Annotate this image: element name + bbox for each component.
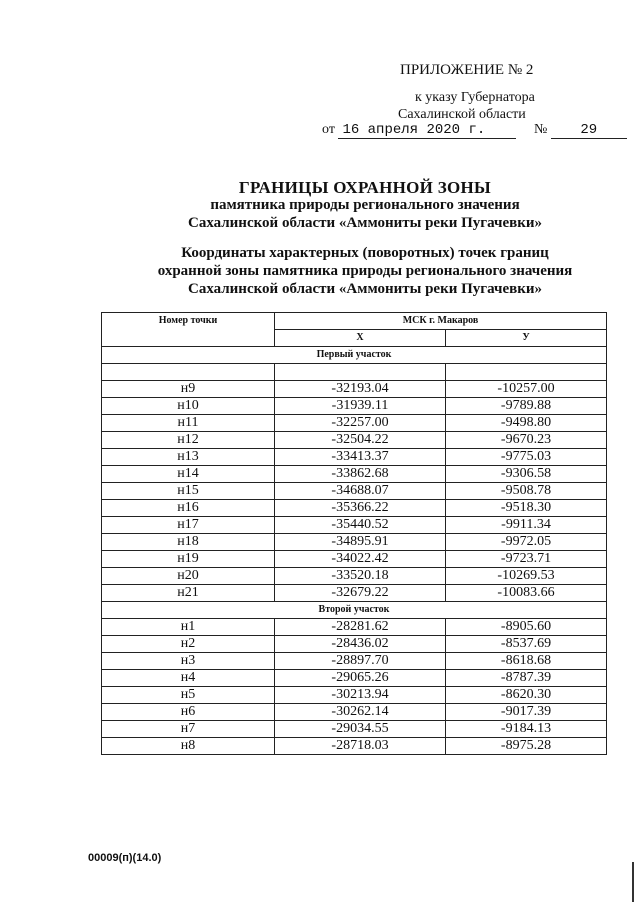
- point-cell: н5: [102, 687, 275, 704]
- y-cell: -9184.13: [446, 721, 607, 738]
- x-cell: -28281.62: [275, 619, 446, 636]
- point-cell: н11: [102, 415, 275, 432]
- table-row: [102, 704, 607, 721]
- y-cell: -8537.69: [446, 636, 607, 653]
- x-cell: -29065.26: [275, 670, 446, 687]
- y-cell: -9508.78: [446, 483, 607, 500]
- point-cell: н9: [102, 381, 275, 398]
- table-row: [102, 381, 607, 398]
- table-row: [102, 687, 607, 704]
- header-y: У: [446, 330, 607, 347]
- y-cell: -10257.00: [446, 381, 607, 398]
- x-cell: -32679.22: [275, 585, 446, 602]
- coordinates-table: [101, 312, 607, 755]
- appendix-label: ПРИЛОЖЕНИЕ № 2: [400, 62, 534, 78]
- table-row: [102, 619, 607, 636]
- x-cell: -33520.18: [275, 568, 446, 585]
- header-coordinate-system: МСК г. Макаров: [275, 313, 607, 330]
- table-row: [102, 517, 607, 534]
- point-cell: н7: [102, 721, 275, 738]
- point-cell: н14: [102, 466, 275, 483]
- y-cell: -10269.53: [446, 568, 607, 585]
- from-label: от: [322, 122, 335, 137]
- point-cell: н1: [102, 619, 275, 636]
- spacer-row: [102, 364, 607, 381]
- x-cell: -32193.04: [275, 381, 446, 398]
- x-cell: -34022.42: [275, 551, 446, 568]
- empty-cell: [102, 364, 275, 381]
- subtitle-line-3: Сахалинской области «Аммониты реки Пугачевки»: [187, 281, 543, 297]
- y-cell: -9723.71: [446, 551, 607, 568]
- document-title: ГРАНИЦЫ ОХРАННОЙ ЗОНЫ: [238, 178, 492, 197]
- point-cell: н20: [102, 568, 275, 585]
- point-cell: н19: [102, 551, 275, 568]
- point-cell: н2: [102, 636, 275, 653]
- point-cell: н8: [102, 738, 275, 755]
- y-cell: -8905.60: [446, 619, 607, 636]
- table-row: [102, 585, 607, 602]
- y-cell: -9670.23: [446, 432, 607, 449]
- table-row: [102, 551, 607, 568]
- x-cell: -32504.22: [275, 432, 446, 449]
- x-cell: -28897.70: [275, 653, 446, 670]
- y-cell: -8787.39: [446, 670, 607, 687]
- y-cell: -10083.66: [446, 585, 607, 602]
- x-cell: -34895.91: [275, 534, 446, 551]
- table-row: [102, 432, 607, 449]
- table-row: [102, 670, 607, 687]
- table-row: [102, 738, 607, 755]
- point-cell: н21: [102, 585, 275, 602]
- y-cell: -9518.30: [446, 500, 607, 517]
- x-cell: -32257.00: [275, 415, 446, 432]
- number-sign: №: [533, 122, 548, 137]
- x-cell: -30262.14: [275, 704, 446, 721]
- y-cell: -9498.80: [446, 415, 607, 432]
- table-row: [102, 500, 607, 517]
- table-row: [102, 534, 607, 551]
- table-row: [102, 653, 607, 670]
- y-cell: -8618.68: [446, 653, 607, 670]
- decree-number: 29: [551, 122, 627, 139]
- table-row: [102, 449, 607, 466]
- point-cell: н15: [102, 483, 275, 500]
- section-row: [102, 347, 607, 364]
- table-row: [102, 398, 607, 415]
- title-line-3: Сахалинской области «Аммониты реки Пугачевки»: [187, 215, 543, 231]
- decree-date-line: [322, 122, 627, 139]
- y-cell: -9017.39: [446, 704, 607, 721]
- x-cell: -33862.68: [275, 466, 446, 483]
- subtitle-line-2: охранной зоны памятника природы регионального значения: [157, 263, 573, 279]
- header-x: Х: [275, 330, 446, 347]
- section-title: Первый участок: [102, 347, 607, 364]
- table-row: [102, 415, 607, 432]
- section-title: Второй участок: [102, 602, 607, 619]
- y-cell: -9789.88: [446, 398, 607, 415]
- decree-reference: к указу Губернатора: [415, 90, 535, 105]
- table-row: [102, 466, 607, 483]
- point-cell: н6: [102, 704, 275, 721]
- x-cell: -31939.11: [275, 398, 446, 415]
- point-cell: н16: [102, 500, 275, 517]
- x-cell: -29034.55: [275, 721, 446, 738]
- point-cell: н4: [102, 670, 275, 687]
- x-cell: -28718.03: [275, 738, 446, 755]
- coordinates-body: [102, 347, 607, 755]
- y-cell: -8975.28: [446, 738, 607, 755]
- scan-edge-mark: [632, 862, 634, 902]
- point-cell: н12: [102, 432, 275, 449]
- table-row: [102, 568, 607, 585]
- subtitle-line-1: Координаты характерных (поворотных) точек границ: [181, 245, 549, 261]
- table-row: [102, 483, 607, 500]
- x-cell: -30213.94: [275, 687, 446, 704]
- point-cell: н3: [102, 653, 275, 670]
- region-name: Сахалинской области: [398, 107, 526, 122]
- table-row: [102, 721, 607, 738]
- x-cell: -34688.07: [275, 483, 446, 500]
- y-cell: -9972.05: [446, 534, 607, 551]
- y-cell: -9775.03: [446, 449, 607, 466]
- title-line-2: памятника природы регионального значения: [210, 197, 520, 213]
- y-cell: -8620.30: [446, 687, 607, 704]
- point-cell: н17: [102, 517, 275, 534]
- header-point-number: Номер точки: [102, 313, 275, 347]
- empty-cell: [275, 364, 446, 381]
- x-cell: -35366.22: [275, 500, 446, 517]
- point-cell: н10: [102, 398, 275, 415]
- x-cell: -28436.02: [275, 636, 446, 653]
- empty-cell: [446, 364, 607, 381]
- x-cell: -35440.52: [275, 517, 446, 534]
- y-cell: -9911.34: [446, 517, 607, 534]
- point-cell: н13: [102, 449, 275, 466]
- table-row: [102, 636, 607, 653]
- y-cell: -9306.58: [446, 466, 607, 483]
- decree-date: 16 апреля 2020 г.: [338, 122, 516, 139]
- section-row: [102, 602, 607, 619]
- point-cell: н18: [102, 534, 275, 551]
- form-code: 00009(п)(14.0): [88, 852, 162, 864]
- x-cell: -33413.37: [275, 449, 446, 466]
